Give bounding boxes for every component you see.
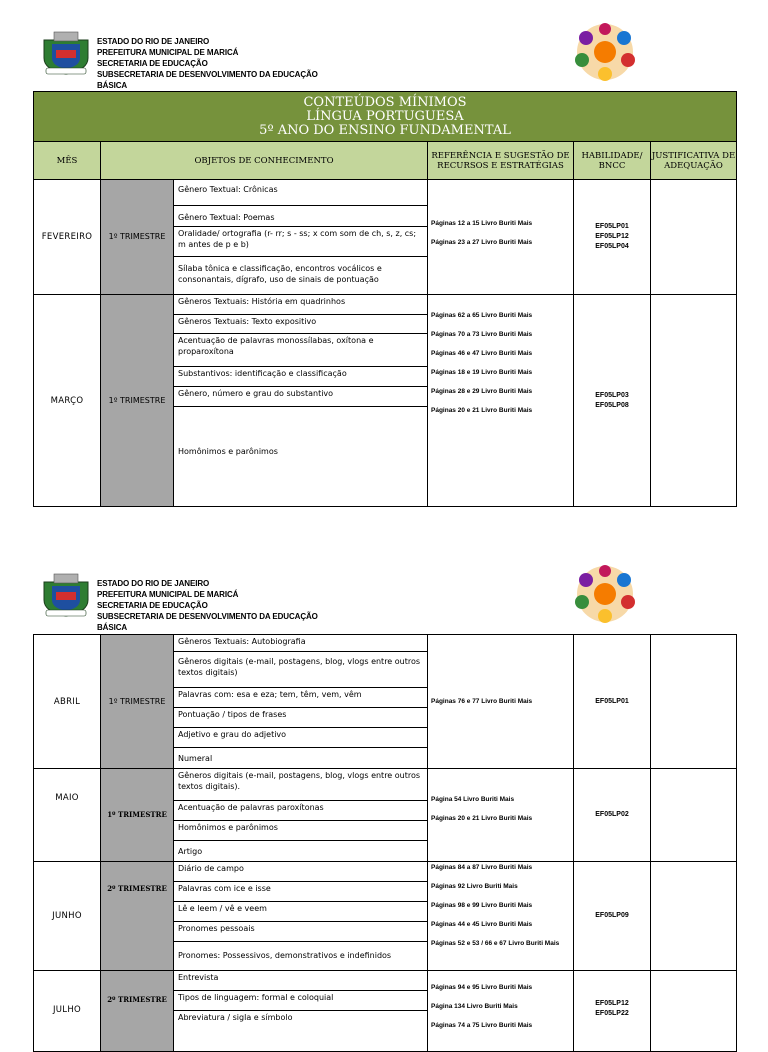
page-header — [40, 572, 340, 632]
habilidade-code: EF05LP02 — [595, 811, 629, 818]
trimestre-cell: 2º TRIMESTRE — [101, 862, 174, 971]
ref-item: Páginas 94 e 95 Livro Buriti Mais — [431, 984, 533, 991]
objeto-item: Gêneros Textuais: Autobiografia — [174, 635, 427, 652]
ref-item: Páginas 44 e 45 Livro Buriti Mais — [431, 921, 533, 928]
objetos-cell — [174, 635, 428, 769]
referencia-cell — [428, 635, 574, 769]
header-line: PREFEITURA MUNICIPAL DE MARICÁ — [97, 48, 239, 57]
objeto-item: Gêneros digitais (e-mail, postagens, blog, vlogs entre outros textos digitais) — [174, 652, 427, 688]
habilidade-code: EF05LP12 — [595, 1000, 629, 1007]
header-line: ESTADO DO RIO DE JANEIRO — [97, 579, 210, 588]
objeto-item: Numeral — [178, 754, 213, 763]
objeto-item: Diário de campo — [174, 862, 427, 882]
header-text — [97, 578, 340, 633]
month-cell: JUNHO — [34, 862, 101, 971]
month-cell: JULHO — [34, 971, 101, 1052]
habilidade-code: EF05LP03 — [595, 391, 629, 399]
objeto-item: Oralidade/ ortografia (r- rr; s - ss; x com som de ch, s, z, cs; m antes de p e b) — [174, 227, 427, 257]
column-header-mes: MÊS — [34, 142, 101, 180]
ref-item: Página 54 Livro Buriti Mais — [431, 796, 515, 803]
objeto-item: Gênero Textual: Crônicas — [174, 180, 427, 206]
month-cell: ABRIL — [34, 635, 101, 769]
header-line: SUBSECRETARIA DE DESENVOLVIMENTO DA EDUCAÇÃO BÁSICA — [97, 612, 318, 632]
ref-item: Páginas 46 e 47 Livro Buriti Mais — [431, 350, 533, 357]
column-header-objetos: OBJETOS DE CONHECIMENTO — [101, 142, 428, 180]
month-cell: MAIO — [34, 769, 101, 862]
table-row — [34, 862, 737, 971]
header-line: PREFEITURA MUNICIPAL DE MARICÁ — [97, 590, 239, 599]
table-row — [34, 769, 737, 862]
title-line: LÍNGUA PORTUGUESA — [306, 109, 464, 124]
table-row — [34, 635, 737, 769]
habilidade-code: EF05LP09 — [595, 912, 629, 919]
habilidade-cell — [574, 180, 651, 295]
habilidade-code: EF05LP01 — [595, 697, 629, 705]
objeto-item: Adjetivo e grau do adjetivo — [174, 728, 427, 748]
month-cell: FEVEREIRO — [34, 180, 101, 295]
content-table-page-1 — [33, 91, 737, 507]
habilidade-code: EF05LP22 — [595, 1010, 629, 1017]
trimestre-cell: 1º TRIMESTRE — [101, 180, 174, 295]
trimestre-cell: 1º TRIMESTRE — [101, 635, 174, 769]
justificativa-cell — [651, 971, 737, 1052]
header-line: SECRETARIA DE EDUCAÇÃO — [97, 59, 208, 68]
column-header-justificativa: JUSTIFICATIVA DE ADEQUAÇÃO — [651, 142, 737, 180]
habilidade-cell — [574, 635, 651, 769]
table-row — [34, 295, 737, 507]
ref-item: Páginas 92 Livro Buriti Mais — [431, 883, 518, 890]
ref-item: Páginas 74 a 75 Livro Buriti Mais — [431, 1022, 533, 1029]
objeto-item: Gêneros Textuais: História em quadrinhos — [174, 295, 427, 315]
objeto-item: Entrevista — [174, 971, 427, 991]
objeto-item: Palavras com: esa e eza; tem, têm, vem, vêm — [174, 688, 427, 708]
ref-item: Páginas 70 a 73 Livro Buriti Mais — [431, 331, 533, 338]
header-line: SECRETARIA DE EDUCAÇÃO — [97, 601, 208, 610]
objeto-item: Gêneros digitais (e-mail, postagens, blog, vlogs entre outros textos digitais). — [174, 769, 427, 801]
title-line: CONTEÚDOS MÍNIMOS — [303, 95, 467, 110]
objeto-item: Gênero Textual: Poemas — [174, 206, 427, 227]
column-header-habilidade: HABILIDADE/ BNCC — [574, 142, 651, 180]
objeto-item: Pronomes: Possessivos, demonstrativos e indefinidos — [178, 951, 392, 960]
marica-coat-of-arms-icon — [40, 30, 92, 76]
document-title — [34, 92, 737, 142]
objeto-item: Substantivos: identificação e classificação — [174, 367, 427, 387]
objetos-cell — [174, 769, 428, 862]
header-line: ESTADO DO RIO DE JANEIRO — [97, 37, 210, 46]
objetos-cell — [174, 971, 428, 1052]
objetos-cell — [174, 862, 428, 971]
objeto-item: Tipos de linguagem: formal e coloquial — [174, 991, 427, 1011]
content-table-page-2 — [33, 634, 737, 1052]
ref-item: Páginas 20 e 21 Livro Buriti Mais — [431, 407, 533, 414]
table-row — [34, 180, 737, 295]
habilidade-cell — [574, 295, 651, 507]
trimestre-cell: 1º TRIMESTRE — [101, 769, 174, 862]
objeto-item: Pronomes pessoais — [174, 922, 427, 942]
objeto-item: Acentuação de palavras monossílabas, oxítona e proparoxítona — [174, 334, 427, 367]
habilidade-code: EF05LP01 — [595, 223, 629, 230]
referencia-cell — [428, 769, 574, 862]
justificativa-cell — [651, 180, 737, 295]
header-line: SUBSECRETARIA DE DESENVOLVIMENTO DA EDUCAÇÃO BÁSICA — [97, 70, 318, 90]
justificativa-cell — [651, 635, 737, 769]
children-circle-logo-icon — [572, 22, 638, 82]
referencia-cell — [428, 295, 574, 507]
habilidade-cell — [574, 971, 651, 1052]
habilidade-code: EF05LP04 — [595, 243, 629, 250]
ref-item: Páginas 12 a 15 Livro Buriti Mais — [431, 220, 533, 227]
referencia-cell — [428, 971, 574, 1052]
referencia-cell — [428, 862, 574, 971]
objeto-item: Abreviatura / sigla e símbolo — [178, 1013, 293, 1022]
month-cell: MARÇO — [34, 295, 101, 507]
habilidade-code: EF05LP08 — [595, 401, 629, 409]
ref-item: Páginas 76 e 77 Livro Buriti Mais — [431, 698, 533, 705]
habilidade-cell — [574, 862, 651, 971]
header-text — [97, 36, 340, 91]
objeto-item: Pontuação / tipos de frases — [174, 708, 427, 728]
ref-item: Páginas 28 e 29 Livro Buriti Mais — [431, 388, 533, 395]
trimestre-cell: 1º TRIMESTRE — [101, 295, 174, 507]
ref-item: Páginas 84 a 87 Livro Buriti Mais — [431, 864, 533, 871]
column-header-referencia: REFERÊNCIA E SUGESTÃO DE RECURSOS E ESTRATÉGIAS — [428, 142, 574, 180]
table-row — [34, 971, 737, 1052]
objeto-item: Homônimos e parônimos — [174, 821, 427, 841]
objeto-item: Homônimos e parônimos — [178, 447, 278, 456]
trimestre-cell: 2º TRIMESTRE — [101, 971, 174, 1052]
objeto-item: Gênero, número e grau do substantivo — [174, 387, 427, 407]
objetos-cell — [174, 295, 428, 507]
ref-item: Páginas 20 e 21 Livro Buriti Mais — [431, 815, 533, 822]
ref-item: Páginas 52 e 53 / 66 e 67 Livro Buriti Mais — [431, 940, 560, 947]
objeto-item: Artigo — [178, 847, 203, 856]
justificativa-cell — [651, 295, 737, 507]
habilidade-code: EF05LP12 — [595, 233, 629, 240]
justificativa-cell — [651, 862, 737, 971]
title-line: 5º ANO DO ENSINO FUNDAMENTAL — [259, 123, 511, 138]
habilidade-cell — [574, 769, 651, 862]
objeto-item: Lê e leem / vê e veem — [174, 902, 427, 922]
objeto-item: Acentuação de palavras paroxítonas — [174, 801, 427, 821]
objetos-cell — [174, 180, 428, 295]
referencia-cell — [428, 180, 574, 295]
page-header — [40, 30, 340, 90]
children-circle-logo-icon — [572, 564, 638, 624]
ref-item: Páginas 23 a 27 Livro Buriti Mais — [431, 239, 533, 246]
ref-item: Páginas 18 e 19 Livro Buriti Mais — [431, 369, 533, 376]
objeto-item: Palavras com ice e isse — [174, 882, 427, 902]
objeto-item: Gêneros Textuais: Texto expositivo — [174, 315, 427, 334]
justificativa-cell — [651, 769, 737, 862]
objeto-item: Sílaba tônica e classificação, encontros vocálicos e consonantais, dígrafo, uso de sinais de pontuação — [178, 264, 382, 284]
ref-item: Página 134 Livro Buriti Mais — [431, 1003, 518, 1010]
ref-item: Páginas 98 e 99 Livro Buriti Mais — [431, 902, 533, 909]
marica-coat-of-arms-icon — [40, 572, 92, 618]
ref-item: Páginas 62 a 65 Livro Buriti Mais — [431, 312, 533, 319]
